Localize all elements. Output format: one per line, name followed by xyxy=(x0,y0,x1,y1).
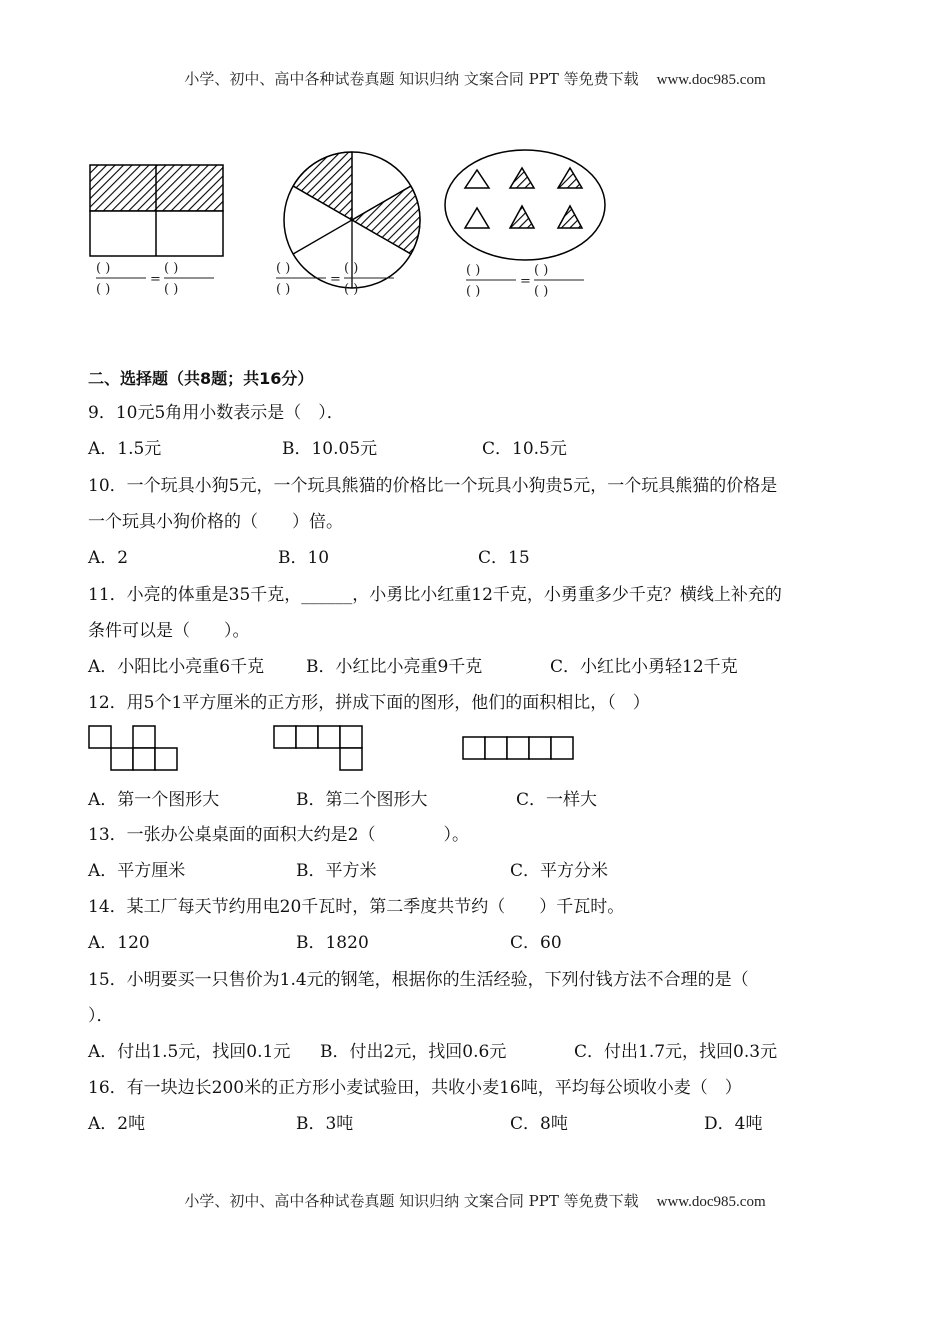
blank-numerator: ( ) xyxy=(164,261,179,276)
equals-sign: = xyxy=(150,272,161,287)
rectangle-figure xyxy=(90,165,223,256)
q16-option-b[interactable]: B．3吨 xyxy=(296,1114,354,1134)
q11-option-b[interactable]: B．小红比小亮重9千克 xyxy=(306,657,483,677)
q12-option-b[interactable]: B．第二个图形大 xyxy=(296,790,428,810)
q14-option-c[interactable]: C．60 xyxy=(510,933,562,953)
header-text: 小学、初中、高中各种试卷真题 知识归纳 文案合同 PPT 等免费下载 xyxy=(184,70,639,88)
fraction-figures xyxy=(80,140,640,310)
q16-option-d[interactable]: D．4吨 xyxy=(704,1114,763,1134)
question-10-stem-line2: 一个玩具小狗价格的（ ）倍。 xyxy=(88,512,343,532)
question-10-stem-line1: 10．一个玩具小狗5元，一个玩具熊猫的价格比一个玩具小狗贵5元，一个玩具熊猫的价格是 xyxy=(88,476,778,496)
q9-option-c[interactable]: C．10.5元 xyxy=(482,439,567,459)
footer-text: 小学、初中、高中各种试卷真题 知识归纳 文案合同 PPT 等免费下载 xyxy=(184,1192,639,1210)
square-shapes-figure xyxy=(88,724,588,776)
q13-option-b[interactable]: B．平方米 xyxy=(296,861,377,881)
question-13-stem: 13．一张办公桌桌面的面积大约是2（ ）。 xyxy=(88,825,469,845)
q14-option-a[interactable]: A．120 xyxy=(88,933,150,953)
fraction-blank-3 xyxy=(466,263,584,299)
section-title: 二、选择题（共8题；共16分） xyxy=(88,369,314,388)
question-11-stem-line1: 11．小亮的体重是35千克，______，小勇比小红重12千克，小勇重多少千克？横线上补充的 xyxy=(88,585,782,605)
fraction-blank-1 xyxy=(96,261,214,297)
q12-option-a[interactable]: A．第一个图形大 xyxy=(88,790,220,810)
q13-option-a[interactable]: A．平方厘米 xyxy=(88,861,186,881)
blank-denominator: ( ) xyxy=(534,284,549,299)
question-15-stem-line2: ）． xyxy=(88,1006,114,1026)
blank-denominator: ( ) xyxy=(344,282,359,297)
q14-option-b[interactable]: B．1820 xyxy=(296,933,369,953)
question-15-stem-line1: 15．小明要买一只售价为1.4元的钢笔，根据你的生活经验，下列付钱方法不合理的是（ xyxy=(88,970,749,990)
ellipse-triangles-figure xyxy=(445,150,605,260)
equals-sign: = xyxy=(330,272,341,287)
blank-numerator: ( ) xyxy=(96,261,111,276)
q11-option-c[interactable]: C．小红比小勇轻12千克 xyxy=(550,657,738,677)
q15-option-a[interactable]: A．付出1.5元，找回0.1元 xyxy=(88,1042,291,1062)
q15-option-b[interactable]: B．付出2元，找回0.6元 xyxy=(320,1042,507,1062)
question-16-stem: 16．有一块边长200米的正方形小麦试验田，共收小麦16吨，平均每公顷收小麦（ ） xyxy=(88,1078,742,1098)
footer-url: www.doc985.com xyxy=(656,1194,766,1210)
blank-numerator: ( ) xyxy=(276,261,291,276)
blank-numerator: ( ) xyxy=(344,261,359,276)
q9-option-b[interactable]: B．10.05元 xyxy=(282,439,378,459)
blank-denominator: ( ) xyxy=(276,282,291,297)
q10-option-c[interactable]: C．15 xyxy=(478,548,530,568)
shape-2 xyxy=(274,726,362,770)
blank-denominator: ( ) xyxy=(466,284,481,299)
q11-option-a[interactable]: A．小阳比小亮重6千克 xyxy=(88,657,265,677)
page-footer xyxy=(0,1190,950,1211)
question-14-stem: 14．某工厂每天节约用电20千瓦时，第二季度共节约（ ）千瓦时。 xyxy=(88,897,625,917)
shape-1 xyxy=(89,726,177,770)
question-9-stem: 9．10元5角用小数表示是（ ）． xyxy=(88,403,344,423)
q10-option-a[interactable]: A．2 xyxy=(88,548,129,568)
equals-sign: = xyxy=(520,274,531,289)
blank-denominator: ( ) xyxy=(96,282,111,297)
blank-denominator: ( ) xyxy=(164,282,179,297)
q15-option-c[interactable]: C．付出1.7元，找回0.3元 xyxy=(574,1042,778,1062)
q16-option-c[interactable]: C．8吨 xyxy=(510,1114,568,1134)
q13-option-c[interactable]: C．平方分米 xyxy=(510,861,609,881)
q16-option-a[interactable]: A．2吨 xyxy=(88,1114,146,1134)
fraction-blank-2 xyxy=(276,261,394,297)
fraction-blanks xyxy=(96,261,584,299)
question-11-stem-line2: 条件可以是（ ）。 xyxy=(88,621,250,641)
blank-numerator: ( ) xyxy=(534,263,549,278)
q12-option-c[interactable]: C．一样大 xyxy=(516,790,598,810)
header-url: www.doc985.com xyxy=(656,72,766,88)
blank-numerator: ( ) xyxy=(466,263,481,278)
q9-option-a[interactable]: A．1.5元 xyxy=(88,439,162,459)
q10-option-b[interactable]: B．10 xyxy=(278,548,330,568)
question-12-stem: 12．用5个1平方厘米的正方形，拼成下面的图形，他们的面积相比，（ ） xyxy=(88,693,650,713)
shape-3 xyxy=(463,737,573,759)
page-header xyxy=(0,68,950,89)
